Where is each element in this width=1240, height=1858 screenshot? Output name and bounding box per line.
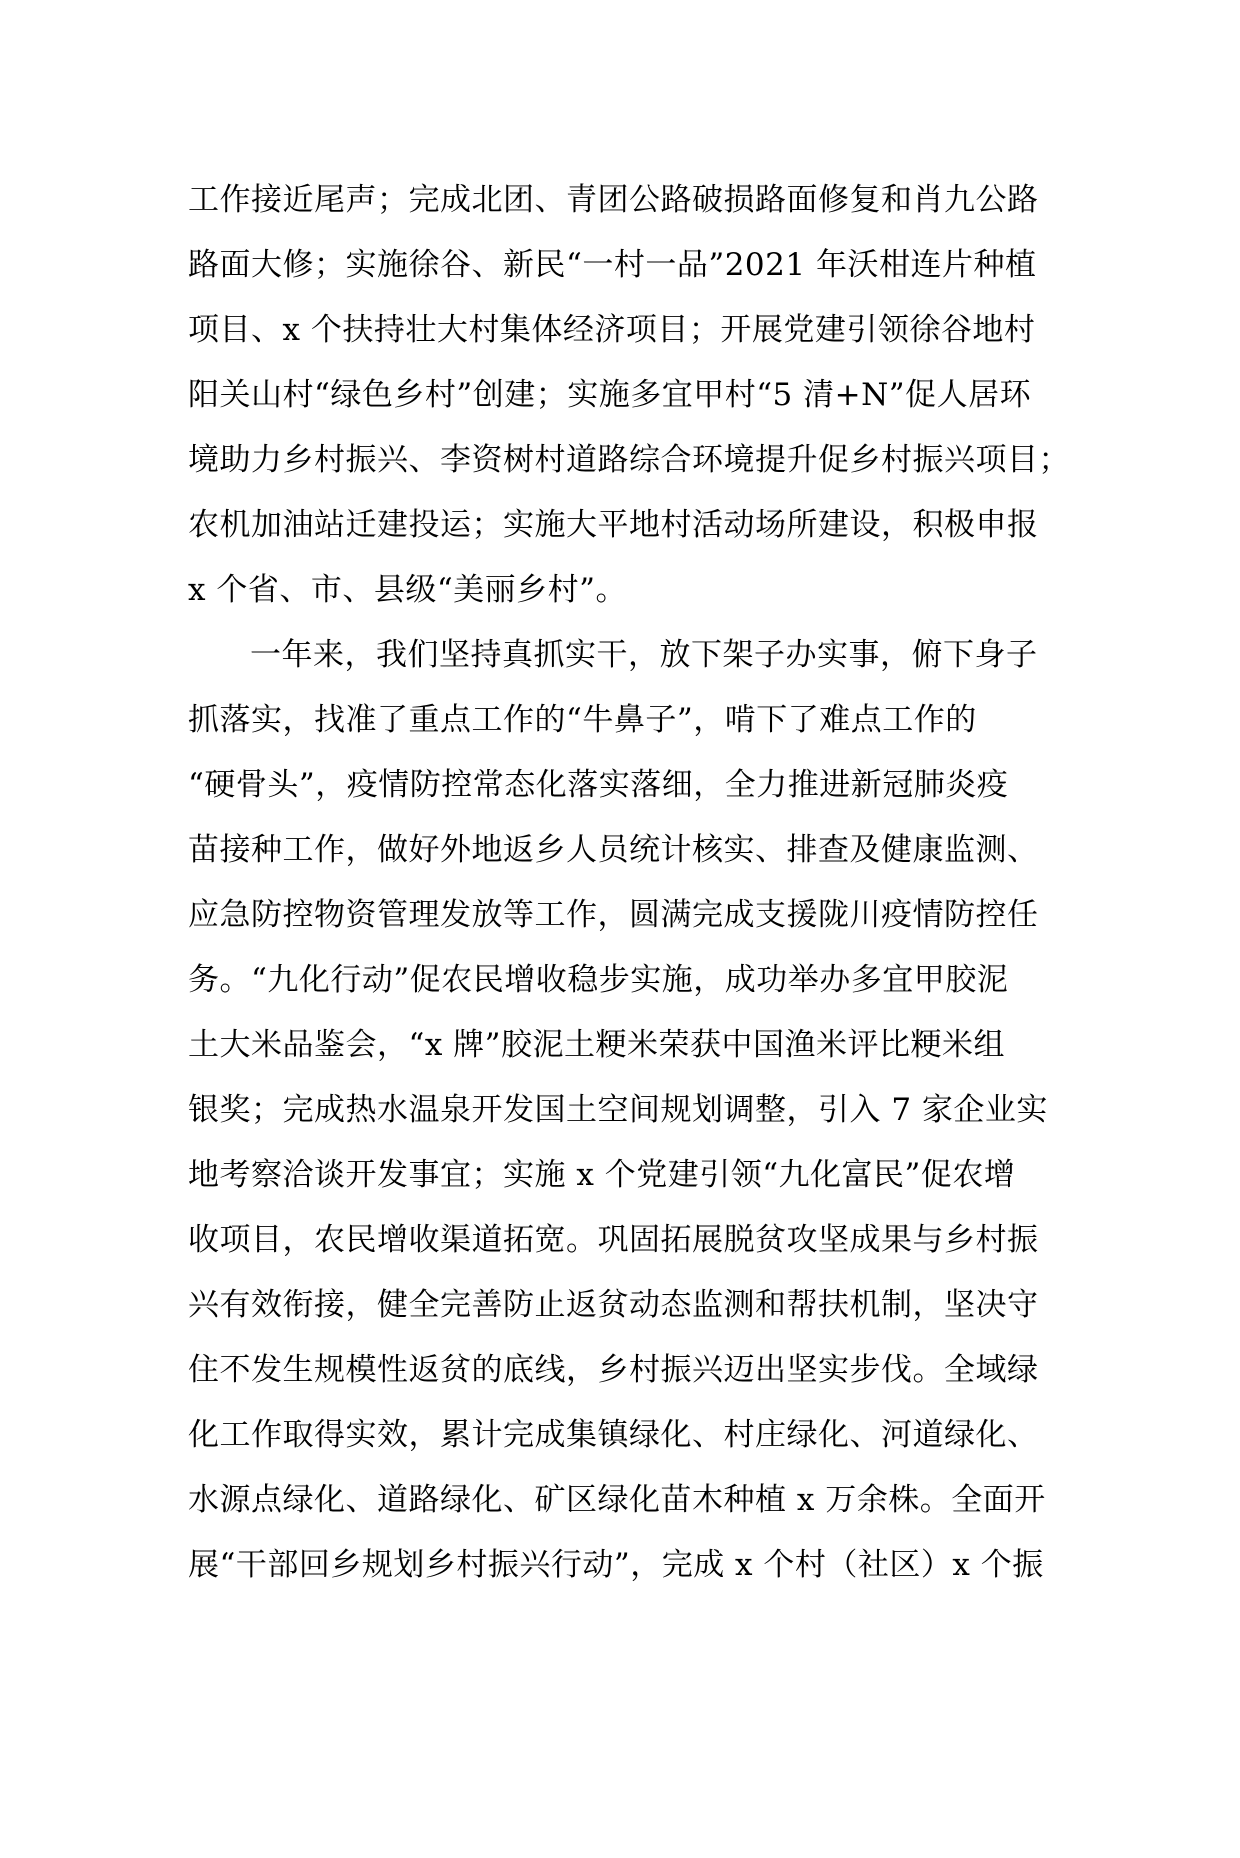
text-line: 阳关山村“绿色乡村”创建；实施多宜甲村“5 清+N”促人居环: [188, 377, 1032, 413]
text-line: x 个省、市、县级“美丽乡村”。: [188, 572, 628, 608]
text-line: [188, 1598, 1058, 1663]
text-line: 化工作取得实效，累计完成集镇绿化、村庄绿化、河道绿化、: [188, 1417, 1039, 1453]
text-line: 住不发生规模性返贫的底线，乡村振兴迈出坚实步伐。全域绿: [188, 1352, 1039, 1388]
text-line: 一年来，我们坚持真抓实干，放下架子办实事，俯下身子: [250, 637, 1038, 673]
text-line: 工作接近尾声；完成北团、青团公路破损路面修复和肖九公路: [188, 182, 1039, 218]
text-line: 项目、x 个扶持壮大村集体经济项目；开展党建引领徐谷地村: [188, 312, 1036, 348]
paragraph-2: [188, 623, 1058, 1858]
text-line: 兴有效衔接，健全完善防止返贫动态监测和帮扶机制，坚决守: [188, 1287, 1039, 1323]
text-line: 务。“九化行动”促农民增收稳步实施，成功举办多宜甲胶泥: [188, 962, 1009, 998]
text-line: [188, 1728, 1058, 1793]
text-line: 收项目，农民增收渠道拓宽。巩固拓展脱贫攻坚成果与乡村振: [188, 1222, 1039, 1258]
text-line: “硬骨头”，疫情防控常态化落实落细，全力推进新冠肺炎疫: [188, 767, 1009, 803]
text-line: 水源点绿化、道路绿化、矿区绿化苗木种植 x 万余株。全面开: [188, 1482, 1046, 1518]
text-line: 境助力乡村振兴、李资树村道路综合环境提升促乡村振兴项目；: [188, 442, 1070, 478]
text-line: 土大米品鉴会，“x 牌”胶泥土粳米荣获中国渔米评比粳米组: [188, 1027, 1006, 1063]
text-line: 展“干部回乡规划乡村振兴行动”，完成 x 个村（社区）x 个振: [188, 1547, 1044, 1583]
text-line: 应急防控物资管理发放等工作，圆满完成支援陇川疫情防控任: [188, 897, 1039, 933]
text-line: 银奖；完成热水温泉开发国土空间规划调整，引入 7 家企业实: [188, 1092, 1048, 1128]
document-body: [188, 168, 1070, 1858]
text-line: [188, 1793, 1058, 1858]
text-line: [188, 1663, 1058, 1728]
text-line: 苗接种工作，做好外地返乡人员统计核实、排查及健康监测、: [188, 832, 1039, 868]
text-line: 抓落实，找准了重点工作的“牛鼻子”，啃下了难点工作的: [188, 702, 977, 738]
text-line: 农机加油站迁建投运；实施大平地村活动场所建设，积极申报: [188, 507, 1039, 543]
text-line: 路面大修；实施徐谷、新民“一村一品”2021 年沃柑连片种植: [188, 247, 1037, 283]
paragraph-1: [188, 168, 1070, 623]
text-line: 地考察洽谈开发事宜；实施 x 个党建引领“九化富民”促农增: [188, 1157, 1016, 1193]
